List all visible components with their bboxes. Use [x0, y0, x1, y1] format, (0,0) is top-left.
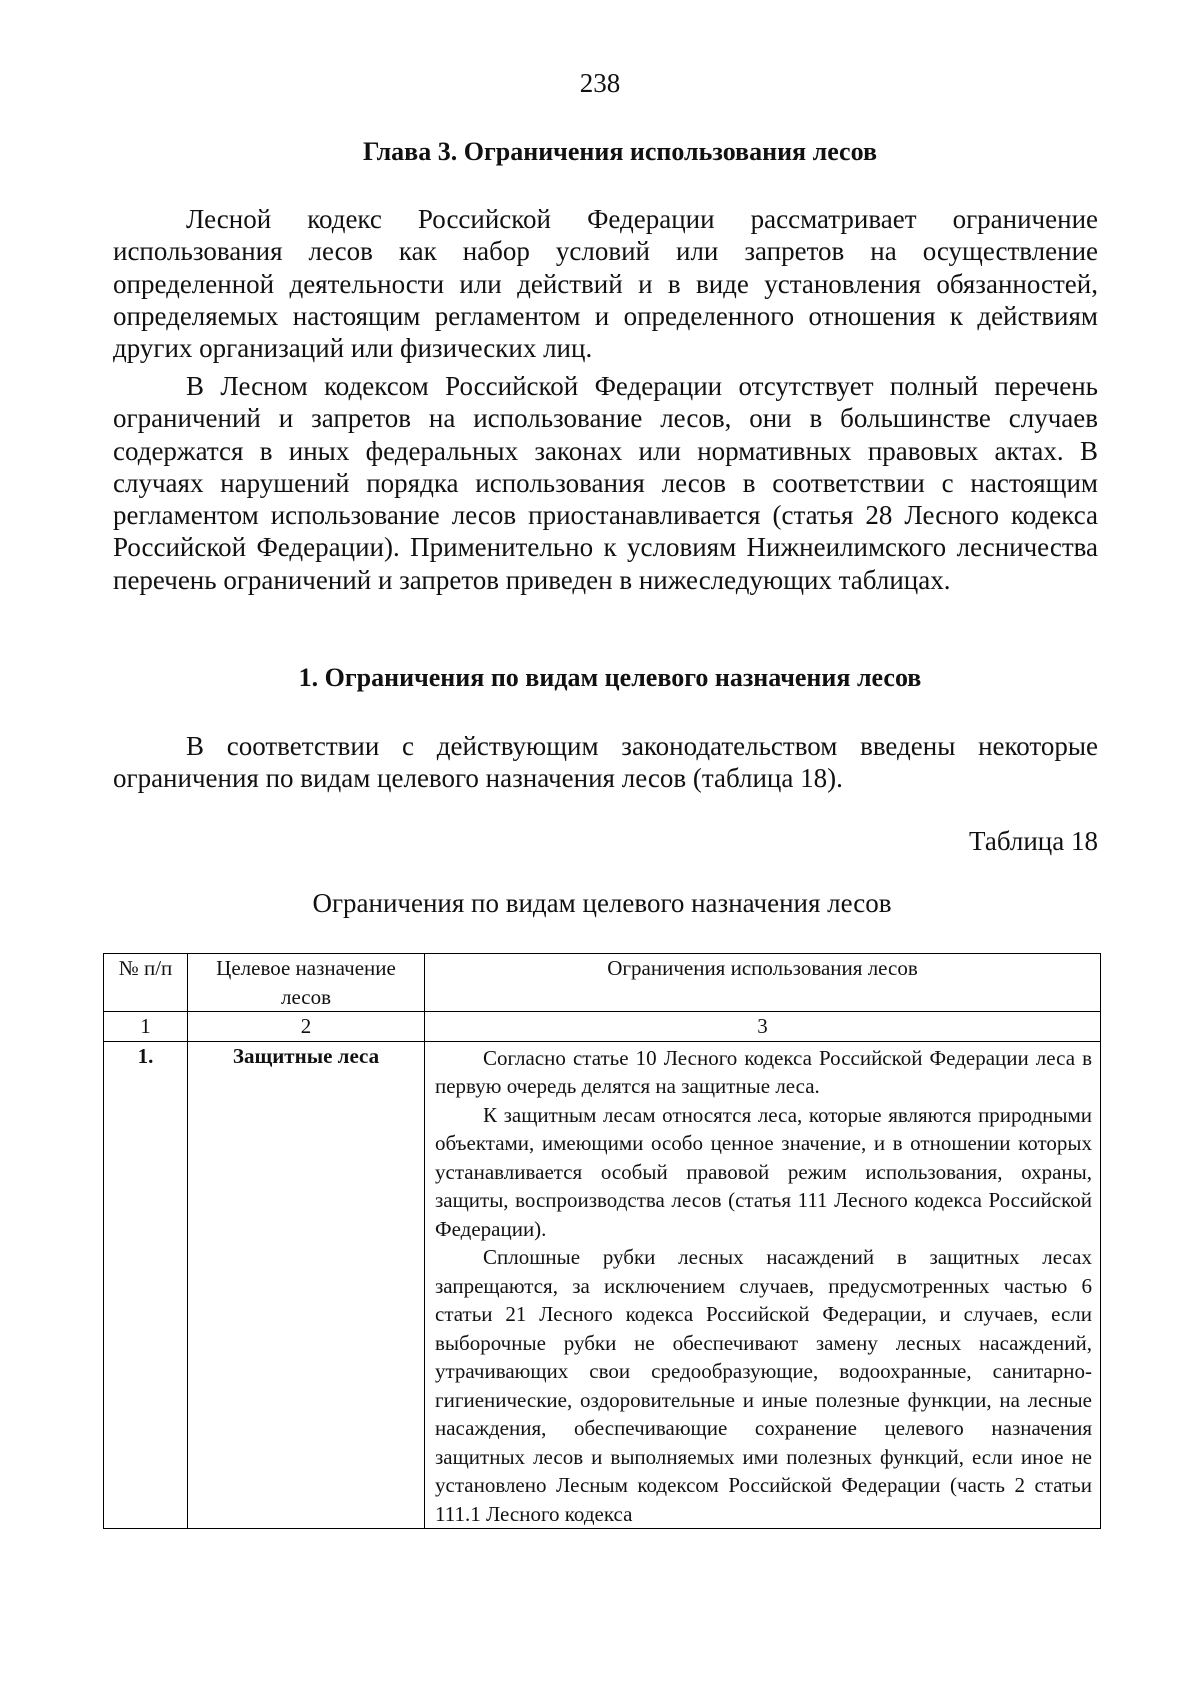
row-number-cell: 1.	[104, 1041, 188, 1529]
paragraph-text: Лесной кодекс Российской Федерации рассматривает ограничение использования лесов как набор условий или запретов на осуществление определенной деятельности или действий и в виде установления обязанностей, определяемых настоящим регламентом и определенного отношения к действиям других организаций или физических лиц.	[113, 204, 1098, 364]
page-number: 238	[579, 68, 621, 98]
restriction-paragraph: Согласно статье 10 Лесного кодекса Российской Федерации леса в первую очередь делятся на защитные леса.	[435, 1045, 1092, 1098]
section-paragraph	[113, 730, 1098, 795]
column-number-cell: 3	[425, 1012, 1101, 1042]
table-header-row	[104, 954, 1101, 1012]
intro-paragraph-1	[113, 203, 1098, 364]
column-number-row	[104, 1012, 1101, 1042]
table-row	[104, 1041, 1101, 1529]
column-number-cell: 2	[188, 1012, 425, 1042]
restriction-paragraph: К защитным лесам относятся леса, которые являются природными объектами, имеющими особо ценное значение, и в отношении которых устанавливается особый правовой режим использования, охраны, защиты, воспроизводства лесов (статья 111 Лесного кодекса Российской Федерации).	[435, 1102, 1092, 1241]
restrictions-table	[103, 953, 1101, 1529]
table-number-label: Таблица 18	[969, 826, 1098, 856]
paragraph-text: В Лесном кодексом Российской Федерации отсутствует полный перечень ограничений и запретов на использование лесов, они в большинстве случаев содержатся в иных федеральных законах или нормативных правовых актах. В случаях нарушений порядка использования лесов в соответствии с настоящим регламентом использование лесов приостанавливается (статья 28 Лесного кодекса Российской Федерации). Применительно к условиям Нижнеилимского лесничества перечень ограничений и запретов приведен в нижеследующих таблицах.	[113, 371, 1098, 595]
chapter-title: Глава 3. Ограничения использования лесов	[362, 137, 877, 166]
column-number-cell: 1	[104, 1012, 188, 1042]
header-cell-restrictions: Ограничения использования лесов	[425, 954, 1101, 1012]
header-cell-number: № п/п	[104, 954, 188, 1012]
row-purpose-cell: Защитные леса	[188, 1041, 425, 1529]
table-title: Ограничения по видам целевого назначения лесов	[312, 888, 892, 918]
header-cell-purpose: Целевое назначение лесов	[188, 954, 425, 1012]
intro-paragraph-2	[113, 370, 1098, 596]
row-restrictions-cell	[425, 1041, 1101, 1529]
paragraph-text: В соответствии с действующим законодательством введены некоторые ограничения по видам целевого назначения лесов (таблица 18).	[113, 731, 1098, 794]
restriction-paragraph: Сплошные рубки лесных насаждений в защитных лесах запрещаются, за исключением случаев, предусмотренных частью 6 статьи 21 Лесного кодекса Российской Федерации, и случаев, если выборочные рубки не обеспечивают замену лесных насаждений, утрачивающих свои средообразующие, водоохранные, санитарно-гигиенические, оздоровительные и иные полезные функции, на лесные насаждения, обеспечивающие сохранение целевого назначения защитных лесов и выполняемых ими полезных функций, если иное не установлено Лесным кодексом Российской Федерации (часть 2 статьи 111.1 Лесного кодекса	[435, 1245, 1092, 1526]
section-title: 1. Ограничения по видам целевого назначения лесов	[298, 663, 922, 692]
